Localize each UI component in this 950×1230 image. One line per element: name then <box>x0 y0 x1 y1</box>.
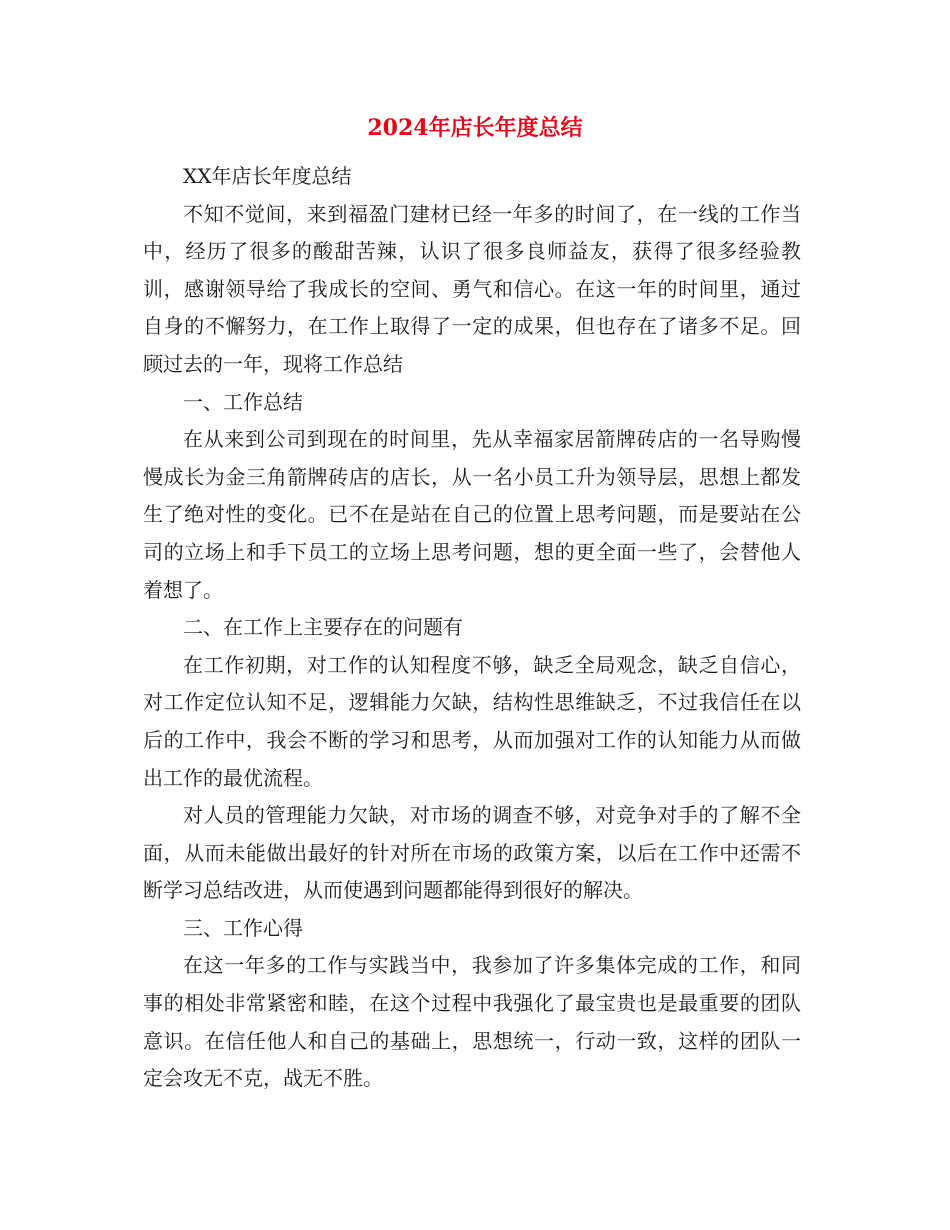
insights-paragraph: 在这一年多的工作与实践当中，我参加了许多集体完成的工作，和同事的相处非常紧密和睦，在这个过程中我强化了最宝贵也是最重要的团队意识。在信任他人和自己的基础上，思想统一，行动一致，这样的团队一定会攻无不克，战无不胜。 <box>143 953 801 1091</box>
problems-paragraph-2: 对人员的管理能力欠缺，对市场的调查不够，对竞争对手的了解不全面，从而未能做出最好的针对所在市场的政策方案，以后在工作中还需不断学习总结改进，从而使遇到问题都能得到很好的解决。 <box>143 803 801 903</box>
problems-paragraph-1: 在工作初期，对工作的认知程度不够，缺乏全局观念，缺乏自信心，对工作定位认知不足，逻辑能力欠缺，结构性思维缺乏，不过我信任在以后的工作中，我会不断的学习和思考，从而加强对工作的认知能力从而做出工作的最优流程。 <box>143 652 801 790</box>
intro-paragraph: 不知不觉间，来到福盈门建材已经一年多的时间了，在一线的工作当中，经历了很多的酸甜苦辣，认识了很多良师益友，获得了很多经验教训，感谢领导给了我成长的空间、勇气和信心。在这一年的时间里，通过自身的不懈努力，在工作上取得了一定的成果，但也存在了诸多不足。回顾过去的一年，现将工作总结 <box>143 201 801 376</box>
section-heading-insights: 三、工作心得 <box>183 915 303 940</box>
document-body <box>143 158 801 1098</box>
work-summary-paragraph: 在从来到公司到现在的时间里，先从幸福家居箭牌砖店的一名导购慢慢成长为金三角箭牌砖店的店长，从一名小员工升为领导层，思想上都发生了绝对性的变化。已不在是站在自己的位置上思考问题，而是要站在公司的立场上和手下员工的立场上思考问题，想的更全面一些了，会替他人着想了。 <box>143 427 801 602</box>
subtitle-paragraph: XX年店长年度总结 <box>183 164 352 188</box>
document-title: 2024年店长年度总结 <box>367 115 583 141</box>
section-heading-problems: 二、在工作上主要存在的问题有 <box>183 615 463 640</box>
section-heading-work-summary: 一、工作总结 <box>183 389 303 414</box>
